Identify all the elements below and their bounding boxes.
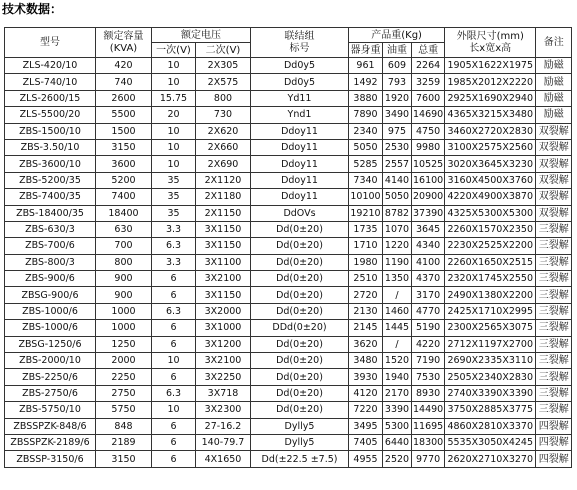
cell-connection: Dd0y5	[251, 58, 349, 74]
cell-oil-weight: 975	[383, 123, 412, 139]
header-dimensions: 外限尺寸(mm) 长x宽x高	[445, 28, 536, 58]
cell-note: 四裂解	[536, 434, 572, 450]
table-row	[5, 320, 572, 336]
cell-connection: Dd0y5	[251, 74, 349, 90]
cell-note: 励磁	[536, 58, 572, 74]
cell-total-weight: 14690	[412, 107, 445, 123]
cell-connection: Dd(0±20)	[251, 353, 349, 369]
cell-primary-voltage: 6	[152, 451, 196, 467]
cell-dimensions: 2230X2525X2200	[445, 238, 536, 254]
cell-capacity: 3600	[96, 156, 152, 172]
table-row	[5, 139, 572, 155]
cell-capacity: 2600	[96, 90, 152, 106]
table-row	[5, 90, 572, 106]
header-oil-weight: 油重	[383, 43, 412, 58]
cell-total-weight: 4100	[412, 254, 445, 270]
cell-primary-voltage: 10	[152, 123, 196, 139]
cell-capacity: 3150	[96, 139, 152, 155]
table-row	[5, 287, 572, 303]
cell-note: 励磁	[536, 107, 572, 123]
cell-body-weight: 10100	[349, 189, 383, 205]
cell-body-weight: 7340	[349, 172, 383, 188]
cell-connection: Ynd1	[251, 107, 349, 123]
cell-dimensions: 5535X3050X4245	[445, 434, 536, 450]
cell-note: 双裂解	[536, 123, 572, 139]
cell-connection: DdOVs	[251, 205, 349, 221]
cell-primary-voltage: 10	[152, 353, 196, 369]
cell-note: 双裂解	[536, 172, 572, 188]
cell-primary-voltage: 6	[152, 369, 196, 385]
cell-note: 三裂解	[536, 221, 572, 237]
cell-oil-weight: 1445	[383, 320, 412, 336]
cell-note: 双裂解	[536, 139, 572, 155]
cell-primary-voltage: 6	[152, 320, 196, 336]
cell-body-weight: 3495	[349, 418, 383, 434]
cell-note: 三裂解	[536, 287, 572, 303]
cell-capacity: 740	[96, 74, 152, 90]
cell-oil-weight: 5300	[383, 418, 412, 434]
cell-total-weight: 3259	[412, 74, 445, 90]
cell-capacity: 900	[96, 287, 152, 303]
cell-note: 励磁	[536, 74, 572, 90]
cell-note: 三裂解	[536, 303, 572, 319]
cell-oil-weight: 1520	[383, 353, 412, 369]
cell-total-weight: 4750	[412, 123, 445, 139]
cell-oil-weight: 793	[383, 74, 412, 90]
cell-note: 三裂解	[536, 369, 572, 385]
cell-total-weight: 7530	[412, 369, 445, 385]
cell-primary-voltage: 15.75	[152, 90, 196, 106]
cell-body-weight: 19210	[349, 205, 383, 221]
cell-connection: Ddoy11	[251, 189, 349, 205]
cell-total-weight: 4370	[412, 271, 445, 287]
table-row	[5, 353, 572, 369]
cell-model: ZBS-5750/10	[5, 402, 96, 418]
cell-oil-weight: 1070	[383, 221, 412, 237]
cell-total-weight: 2264	[412, 58, 445, 74]
cell-primary-voltage: 10	[152, 58, 196, 74]
cell-oil-weight: 8782	[383, 205, 412, 221]
cell-capacity: 5500	[96, 107, 152, 123]
cell-total-weight: 20900	[412, 189, 445, 205]
header-row-1	[5, 28, 572, 43]
cell-dimensions: 2620X2710X3270	[445, 451, 536, 467]
cell-dimensions: 3460X2720X2830	[445, 123, 536, 139]
cell-capacity: 630	[96, 221, 152, 237]
cell-secondary-voltage: 2X690	[196, 156, 251, 172]
cell-dimensions: 2925X1690X2940	[445, 90, 536, 106]
cell-body-weight: 4120	[349, 385, 383, 401]
cell-primary-voltage: 6	[152, 336, 196, 352]
cell-primary-voltage: 6	[152, 287, 196, 303]
cell-capacity: 700	[96, 238, 152, 254]
cell-total-weight: 16100	[412, 172, 445, 188]
cell-note: 四裂解	[536, 451, 572, 467]
cell-note: 三裂解	[536, 271, 572, 287]
cell-total-weight: 18300	[412, 434, 445, 450]
cell-capacity: 420	[96, 58, 152, 74]
cell-oil-weight: 1220	[383, 238, 412, 254]
cell-dimensions: 1985X2012X2220	[445, 74, 536, 90]
cell-oil-weight: /	[383, 336, 412, 352]
cell-secondary-voltage: 3X1100	[196, 254, 251, 270]
cell-secondary-voltage: 3X2100	[196, 271, 251, 287]
cell-primary-voltage: 6	[152, 271, 196, 287]
cell-model: ZBS-3.50/10	[5, 139, 96, 155]
cell-secondary-voltage: 2X575	[196, 74, 251, 90]
table-body	[5, 58, 572, 468]
cell-secondary-voltage: 3X1150	[196, 287, 251, 303]
table-row	[5, 385, 572, 401]
cell-oil-weight: 1190	[383, 254, 412, 270]
table-row	[5, 451, 572, 467]
cell-note: 双裂解	[536, 189, 572, 205]
cell-primary-voltage: 6.3	[152, 303, 196, 319]
cell-oil-weight: 609	[383, 58, 412, 74]
cell-body-weight: 3930	[349, 369, 383, 385]
table-row	[5, 156, 572, 172]
table-row	[5, 238, 572, 254]
cell-secondary-voltage: 2X660	[196, 139, 251, 155]
cell-body-weight: 1492	[349, 74, 383, 90]
cell-secondary-voltage: 3X2000	[196, 303, 251, 319]
cell-capacity: 2189	[96, 434, 152, 450]
cell-model: ZLS-5500/20	[5, 107, 96, 123]
cell-body-weight: 7890	[349, 107, 383, 123]
cell-oil-weight: 1920	[383, 90, 412, 106]
cell-connection: Ddoy11	[251, 156, 349, 172]
cell-model: ZBSSPZK-2189/6	[5, 434, 96, 450]
cell-capacity: 5750	[96, 402, 152, 418]
cell-dimensions: 2490X1380X2200	[445, 287, 536, 303]
cell-oil-weight: 1350	[383, 271, 412, 287]
cell-oil-weight: 5050	[383, 189, 412, 205]
table-row	[5, 402, 572, 418]
cell-total-weight: 10525	[412, 156, 445, 172]
cell-connection: Dd(0±20)	[251, 254, 349, 270]
cell-dimensions: 3020X3645X3230	[445, 156, 536, 172]
cell-body-weight: 1735	[349, 221, 383, 237]
header-primary: 一次(V)	[152, 43, 196, 58]
cell-connection: Dd(0±20)	[251, 238, 349, 254]
cell-primary-voltage: 6.3	[152, 238, 196, 254]
cell-total-weight: 3645	[412, 221, 445, 237]
cell-secondary-voltage: 730	[196, 107, 251, 123]
cell-model: ZBS-7400/35	[5, 189, 96, 205]
section-caption: 技术数据：	[2, 2, 63, 16]
cell-model: ZBS-1000/6	[5, 303, 96, 319]
cell-secondary-voltage: 3X1150	[196, 238, 251, 254]
table-row	[5, 74, 572, 90]
cell-secondary-voltage: 2X1180	[196, 189, 251, 205]
cell-oil-weight: 2520	[383, 451, 412, 467]
cell-total-weight: 3170	[412, 287, 445, 303]
cell-total-weight: 37390	[412, 205, 445, 221]
table-row	[5, 336, 572, 352]
cell-oil-weight: 4140	[383, 172, 412, 188]
cell-model: ZBS-1500/10	[5, 123, 96, 139]
cell-body-weight: 2510	[349, 271, 383, 287]
cell-oil-weight: /	[383, 287, 412, 303]
cell-dimensions: 3100X2575X2560	[445, 139, 536, 155]
table-row	[5, 418, 572, 434]
cell-note: 励磁	[536, 90, 572, 106]
cell-oil-weight: 1460	[383, 303, 412, 319]
cell-note: 双裂解	[536, 205, 572, 221]
cell-body-weight: 3480	[349, 353, 383, 369]
cell-note: 三裂解	[536, 353, 572, 369]
cell-connection: Yd11	[251, 90, 349, 106]
cell-model: ZBS-1000/6	[5, 320, 96, 336]
cell-oil-weight: 6440	[383, 434, 412, 450]
cell-capacity: 1250	[96, 336, 152, 352]
cell-capacity: 900	[96, 271, 152, 287]
cell-capacity: 800	[96, 254, 152, 270]
cell-note: 三裂解	[536, 336, 572, 352]
cell-secondary-voltage: 2X620	[196, 123, 251, 139]
cell-connection: Dd(0±20)	[251, 369, 349, 385]
header-connection: 联结组 标号	[251, 28, 349, 58]
cell-note: 三裂解	[536, 238, 572, 254]
cell-secondary-voltage: 2X1120	[196, 172, 251, 188]
cell-total-weight: 7600	[412, 90, 445, 106]
cell-capacity: 2000	[96, 353, 152, 369]
cell-connection: Dd(0±20)	[251, 336, 349, 352]
cell-secondary-voltage: 800	[196, 90, 251, 106]
cell-capacity: 2750	[96, 385, 152, 401]
cell-oil-weight: 3490	[383, 107, 412, 123]
cell-dimensions: 2425X1710X2995	[445, 303, 536, 319]
cell-connection: Dylly5	[251, 434, 349, 450]
table-row	[5, 58, 572, 74]
cell-connection: Dd(0±20)	[251, 303, 349, 319]
cell-body-weight: 2720	[349, 287, 383, 303]
table-row	[5, 107, 572, 123]
cell-oil-weight: 2530	[383, 139, 412, 155]
table-row	[5, 271, 572, 287]
cell-model: ZBS-630/3	[5, 221, 96, 237]
cell-body-weight: 3620	[349, 336, 383, 352]
cell-total-weight: 4340	[412, 238, 445, 254]
cell-model: ZBS-18400/35	[5, 205, 96, 221]
spec-table	[4, 27, 572, 468]
cell-connection: Dd(0±20)	[251, 271, 349, 287]
cell-primary-voltage: 20	[152, 107, 196, 123]
cell-oil-weight: 2557	[383, 156, 412, 172]
cell-model: ZBS-2250/6	[5, 369, 96, 385]
cell-secondary-voltage: 2X305	[196, 58, 251, 74]
cell-primary-voltage: 10	[152, 139, 196, 155]
cell-primary-voltage: 6.3	[152, 385, 196, 401]
cell-body-weight: 2130	[349, 303, 383, 319]
header-note: 备注	[536, 28, 572, 58]
cell-dimensions: 2690X2335X3110	[445, 353, 536, 369]
cell-capacity: 1000	[96, 320, 152, 336]
cell-secondary-voltage: 3X718	[196, 385, 251, 401]
cell-capacity: 2250	[96, 369, 152, 385]
table-row	[5, 254, 572, 270]
cell-model: ZBSSP-3150/6	[5, 451, 96, 467]
cell-primary-voltage: 35	[152, 172, 196, 188]
cell-capacity: 7400	[96, 189, 152, 205]
cell-secondary-voltage: 4X1650	[196, 451, 251, 467]
header-weight: 产品重(Kg)	[349, 28, 445, 43]
cell-capacity: 1500	[96, 123, 152, 139]
cell-note: 三裂解	[536, 320, 572, 336]
cell-capacity: 848	[96, 418, 152, 434]
cell-dimensions: 2260X1570X2350	[445, 221, 536, 237]
cell-body-weight: 7405	[349, 434, 383, 450]
cell-secondary-voltage: 3X2300	[196, 402, 251, 418]
cell-secondary-voltage: 3X1150	[196, 221, 251, 237]
cell-primary-voltage: 6	[152, 434, 196, 450]
cell-model: ZLS-740/10	[5, 74, 96, 90]
cell-model: ZLS-420/10	[5, 58, 96, 74]
header-secondary: 二次(V)	[196, 43, 251, 58]
cell-body-weight: 3880	[349, 90, 383, 106]
cell-connection: Dd(±22.5 ±7.5)	[251, 451, 349, 467]
cell-dimensions: 2300X2565X3075	[445, 320, 536, 336]
cell-note: 双裂解	[536, 156, 572, 172]
cell-total-weight: 14490	[412, 402, 445, 418]
cell-primary-voltage: 10	[152, 402, 196, 418]
header-voltage: 额定电压	[152, 28, 251, 43]
cell-total-weight: 7190	[412, 353, 445, 369]
cell-dimensions: 2260X1650X2515	[445, 254, 536, 270]
cell-connection: Ddoy11	[251, 123, 349, 139]
cell-secondary-voltage: 3X1000	[196, 320, 251, 336]
cell-secondary-voltage: 3X2100	[196, 353, 251, 369]
cell-model: ZBS-2000/10	[5, 353, 96, 369]
cell-dimensions: 4860X2810X3370	[445, 418, 536, 434]
cell-secondary-voltage: 3X2250	[196, 369, 251, 385]
cell-model: ZBSSPZK-848/6	[5, 418, 96, 434]
cell-body-weight: 7220	[349, 402, 383, 418]
cell-total-weight: 9770	[412, 451, 445, 467]
cell-primary-voltage: 35	[152, 205, 196, 221]
cell-primary-voltage: 10	[152, 74, 196, 90]
cell-dimensions: 2740X3390X3390	[445, 385, 536, 401]
cell-note: 四裂解	[536, 418, 572, 434]
cell-capacity: 3150	[96, 451, 152, 467]
cell-primary-voltage: 6	[152, 418, 196, 434]
cell-body-weight: 5285	[349, 156, 383, 172]
table-row	[5, 172, 572, 188]
cell-secondary-voltage: 140-79.7	[196, 434, 251, 450]
cell-model: ZBSG-1250/6	[5, 336, 96, 352]
cell-dimensions: 4325X5300X5300	[445, 205, 536, 221]
cell-total-weight: 11695	[412, 418, 445, 434]
cell-note: 三裂解	[536, 385, 572, 401]
cell-dimensions: 2320X1745X2550	[445, 271, 536, 287]
cell-body-weight: 1980	[349, 254, 383, 270]
cell-dimensions: 4220X4900X3870	[445, 189, 536, 205]
cell-model: ZBS-800/3	[5, 254, 96, 270]
cell-dimensions: 1905X1622X1975	[445, 58, 536, 74]
cell-connection: Dd(0±20)	[251, 402, 349, 418]
cell-body-weight: 1710	[349, 238, 383, 254]
cell-primary-voltage: 3.3	[152, 254, 196, 270]
cell-total-weight: 4220	[412, 336, 445, 352]
cell-model: ZBS-3600/10	[5, 156, 96, 172]
cell-model: ZBS-2750/6	[5, 385, 96, 401]
cell-oil-weight: 1940	[383, 369, 412, 385]
table-row	[5, 221, 572, 237]
cell-oil-weight: 2170	[383, 385, 412, 401]
cell-connection: Dylly5	[251, 418, 349, 434]
cell-oil-weight: 3390	[383, 402, 412, 418]
table-row	[5, 189, 572, 205]
cell-connection: Ddoy11	[251, 139, 349, 155]
header-capacity: 额定容量 (KVA)	[96, 28, 152, 58]
table-row	[5, 369, 572, 385]
cell-dimensions: 2505X2340X2830	[445, 369, 536, 385]
cell-model: ZBSG-900/6	[5, 287, 96, 303]
cell-body-weight: 961	[349, 58, 383, 74]
cell-connection: Dd(0±20)	[251, 221, 349, 237]
cell-secondary-voltage: 3X1200	[196, 336, 251, 352]
cell-total-weight: 9980	[412, 139, 445, 155]
cell-capacity: 18400	[96, 205, 152, 221]
cell-connection: Ddoy11	[251, 172, 349, 188]
cell-body-weight: 5050	[349, 139, 383, 155]
header-body-weight: 器身重	[350, 44, 381, 56]
cell-secondary-voltage: 27-16.2	[196, 418, 251, 434]
cell-body-weight: 2145	[349, 320, 383, 336]
cell-note: 三裂解	[536, 254, 572, 270]
header-model: 型号	[5, 28, 96, 58]
cell-dimensions: 3750X2885X3775	[445, 402, 536, 418]
table-row	[5, 303, 572, 319]
cell-secondary-voltage: 2X1150	[196, 205, 251, 221]
cell-total-weight: 8930	[412, 385, 445, 401]
cell-capacity: 5200	[96, 172, 152, 188]
table-row	[5, 123, 572, 139]
cell-model: ZBS-900/6	[5, 271, 96, 287]
cell-capacity: 1000	[96, 303, 152, 319]
cell-connection: DDd(0±20)	[251, 320, 349, 336]
cell-primary-voltage: 10	[152, 156, 196, 172]
cell-note: 三裂解	[536, 402, 572, 418]
header-total-weight: 总重	[412, 43, 445, 58]
cell-primary-voltage: 3.3	[152, 221, 196, 237]
cell-dimensions: 2712X1197X2700	[445, 336, 536, 352]
cell-body-weight: 2340	[349, 123, 383, 139]
cell-total-weight: 5190	[412, 320, 445, 336]
cell-model: ZLS-2600/15	[5, 90, 96, 106]
cell-dimensions: 4365X3215X3480	[445, 107, 536, 123]
table-row	[5, 434, 572, 450]
cell-model: ZBS-5200/35	[5, 172, 96, 188]
table-row	[5, 205, 572, 221]
cell-model: ZBS-700/6	[5, 238, 96, 254]
cell-total-weight: 4770	[412, 303, 445, 319]
cell-dimensions: 3160X4500X3760	[445, 172, 536, 188]
cell-connection: Dd(0±20)	[251, 385, 349, 401]
cell-body-weight: 4955	[349, 451, 383, 467]
cell-primary-voltage: 35	[152, 189, 196, 205]
cell-connection: Dd(0±20)	[251, 287, 349, 303]
